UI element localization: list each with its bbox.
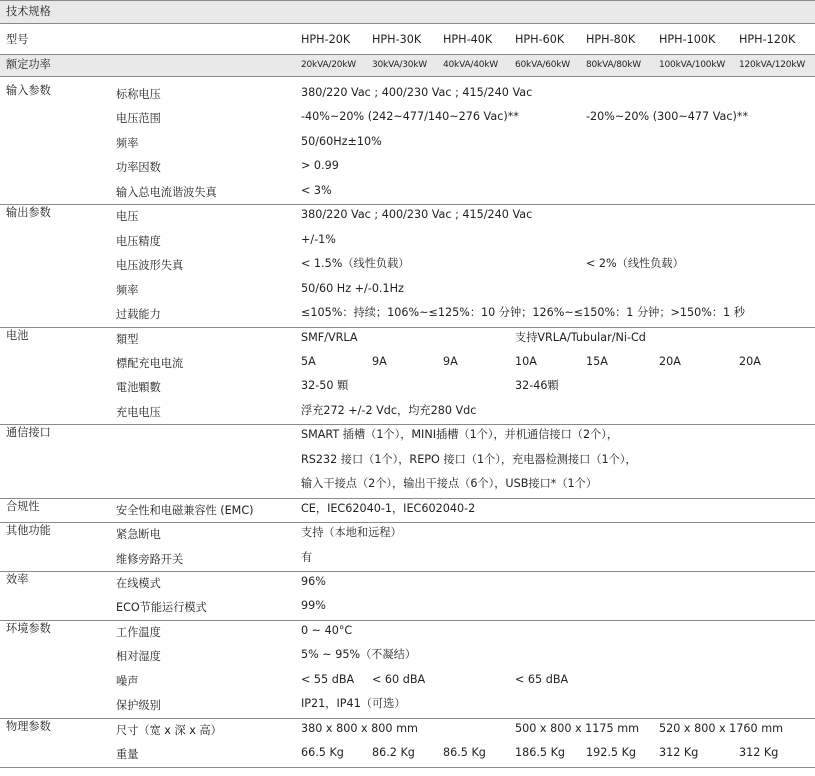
row-value: < 65 dBA [515, 673, 569, 686]
row-value: 380/220 Vac ; 400/230 Vac ; 415/240 Vac [301, 208, 533, 221]
section-label: 通信接口 [6, 426, 51, 439]
row-value: RS232 接口（1个），REPO 接口（1个），充电器检测接口（1个）， [301, 453, 637, 466]
row-label: 標配充电电流 [116, 357, 184, 370]
row-label: 工作温度 [116, 626, 161, 639]
row-value: < 60 dBA [372, 673, 426, 686]
row-value: 66.5 Kg [301, 746, 344, 759]
model-label: 型号 [6, 33, 29, 46]
row-value: -40%~20% (242~477/140~276 Vac)** [301, 110, 519, 123]
row-value: SMF/VRLA [301, 331, 358, 344]
row-value: 5A [301, 355, 316, 368]
model-name: HPH-60K [515, 33, 565, 46]
row-label: 保护级别 [116, 699, 161, 712]
row-value: 312 Kg [739, 746, 779, 759]
row-value: 9A [443, 355, 458, 368]
rated-power-value: 60kVA/60kW [515, 60, 570, 70]
row-label: 充电电压 [116, 406, 161, 419]
model-name: HPH-40K [443, 33, 493, 46]
row-divider [0, 522, 815, 523]
row-divider [0, 498, 815, 499]
row-label: 功率因数 [116, 161, 161, 174]
section-label: 电池 [6, 329, 29, 342]
row-label: ECO节能运行模式 [116, 601, 207, 614]
row-divider [0, 718, 815, 719]
row-label: 尺寸（宽 x 深 x 高） [116, 724, 222, 737]
row-divider [0, 54, 815, 55]
row-label: 電池顆數 [116, 381, 161, 394]
row-divider [0, 424, 815, 425]
row-label: 重量 [116, 748, 139, 761]
row-value: 10A [515, 355, 537, 368]
row-value: 500 x 800 x 1175 mm [515, 722, 639, 735]
rated-power-label: 额定功率 [6, 58, 51, 71]
row-value: 15A [586, 355, 608, 368]
model-name: HPH-80K [586, 33, 636, 46]
section-label: 环境参数 [6, 622, 51, 635]
row-value: 380 x 800 x 800 mm [301, 722, 418, 735]
row-value: 20A [659, 355, 681, 368]
row-value: 99% [301, 599, 326, 612]
section-label: 物理参数 [6, 720, 51, 733]
row-value: 支持（本地和远程） [301, 526, 402, 539]
row-divider [0, 767, 815, 768]
model-name: HPH-30K [372, 33, 422, 46]
row-value: 32-46顆 [515, 379, 559, 392]
section-label: 输出参数 [6, 206, 51, 219]
rated-power-value: 40kVA/40kW [443, 60, 498, 70]
row-divider [0, 327, 815, 328]
row-value: IP21，IP41（可选） [301, 697, 406, 710]
row-value: > 0.99 [301, 159, 339, 172]
row-value: 20A [739, 355, 761, 368]
row-label: 电压精度 [116, 235, 161, 248]
row-value: 有 [301, 551, 313, 564]
spec-title: 技术规格 [6, 5, 51, 18]
row-value: 380/220 Vac ; 400/230 Vac ; 415/240 Vac [301, 86, 533, 99]
row-label: 电压 [116, 210, 139, 223]
row-label: 類型 [116, 333, 139, 346]
row-label: 标称电压 [116, 88, 161, 101]
row-label: 过载能力 [116, 308, 161, 321]
row-divider [0, 620, 815, 621]
row-value: 9A [372, 355, 387, 368]
row-value: 5% ~ 95%（不凝结） [301, 648, 417, 661]
rated-power-value: 80kVA/80kW [586, 60, 641, 70]
rated-power-value: 100kVA/100kW [659, 60, 726, 70]
row-value: SMART 插槽（1个），MINI插槽（1个），并机通信接口（2个）， [301, 428, 619, 441]
row-value: 312 Kg [659, 746, 699, 759]
section-label: 输入参数 [6, 84, 51, 97]
row-label: 电压波形失真 [116, 259, 184, 272]
row-value: +/-1% [301, 233, 336, 246]
row-value: 浮充272 +/-2 Vdc，均充280 Vdc [301, 404, 477, 417]
row-value: 86.5 Kg [443, 746, 486, 759]
row-divider [0, 76, 815, 77]
row-divider [0, 204, 815, 205]
model-name: HPH-20K [301, 33, 351, 46]
row-value: 192.5 Kg [586, 746, 637, 759]
row-label: 输入总电流谐波失真 [116, 186, 217, 199]
model-name: HPH-120K [739, 33, 796, 46]
row-divider [0, 571, 815, 572]
row-value: 50/60Hz±10% [301, 135, 382, 148]
row-label: 电压范围 [116, 112, 161, 125]
row-value: -20%~20% (300~477 Vac)** [586, 110, 749, 123]
row-value: < 2%（线性负载） [586, 257, 684, 270]
row-label: 维修旁路开关 [116, 553, 184, 566]
row-value: ≤105%：持续；106%~≤125%：10 分钟；126%~≤150%：1 分钟；>150%：1 秒 [301, 306, 745, 319]
section-label: 效率 [6, 573, 29, 586]
row-divider [0, 23, 815, 24]
row-value: 支持VRLA/Tubular/Ni-Cd [515, 331, 646, 344]
section-label: 合规性 [6, 500, 40, 513]
row-value: 186.5 Kg [515, 746, 566, 759]
row-divider [0, 0, 815, 1]
row-label: 紧急断电 [116, 528, 161, 541]
row-label: 在线模式 [116, 577, 161, 590]
row-label: 频率 [116, 137, 139, 150]
model-name: HPH-100K [659, 33, 716, 46]
row-value: < 1.5%（线性负载） [301, 257, 410, 270]
row-value: 50/60 Hz +/-0.1Hz [301, 282, 404, 295]
row-value: 输入干接点（2个），输出干接点（6个），USB接口*（1个） [301, 477, 598, 490]
row-label: 噪声 [116, 675, 139, 688]
rated-power-value: 30kVA/30kW [372, 60, 427, 70]
row-value: 32-50 顆 [301, 379, 349, 392]
row-value: < 55 dBA [301, 673, 355, 686]
row-value: 0 ~ 40°C [301, 624, 353, 637]
row-value: 96% [301, 575, 326, 588]
section-label: 其他功能 [6, 524, 51, 537]
row-value: 520 x 800 x 1760 mm [659, 722, 783, 735]
row-value: CE，IEC62040-1，IEC602040-2 [301, 502, 476, 515]
row-value: < 3% [301, 184, 332, 197]
title-band [0, 0, 815, 23]
row-value: 86.2 Kg [372, 746, 415, 759]
row-label: 相对湿度 [116, 650, 161, 663]
row-label: 安全性和电磁兼容性 (EMC) [116, 504, 254, 517]
row-label: 频率 [116, 284, 139, 297]
rated-power-value: 20kVA/20kW [301, 60, 356, 70]
rated-power-value: 120kVA/120kW [739, 60, 806, 70]
